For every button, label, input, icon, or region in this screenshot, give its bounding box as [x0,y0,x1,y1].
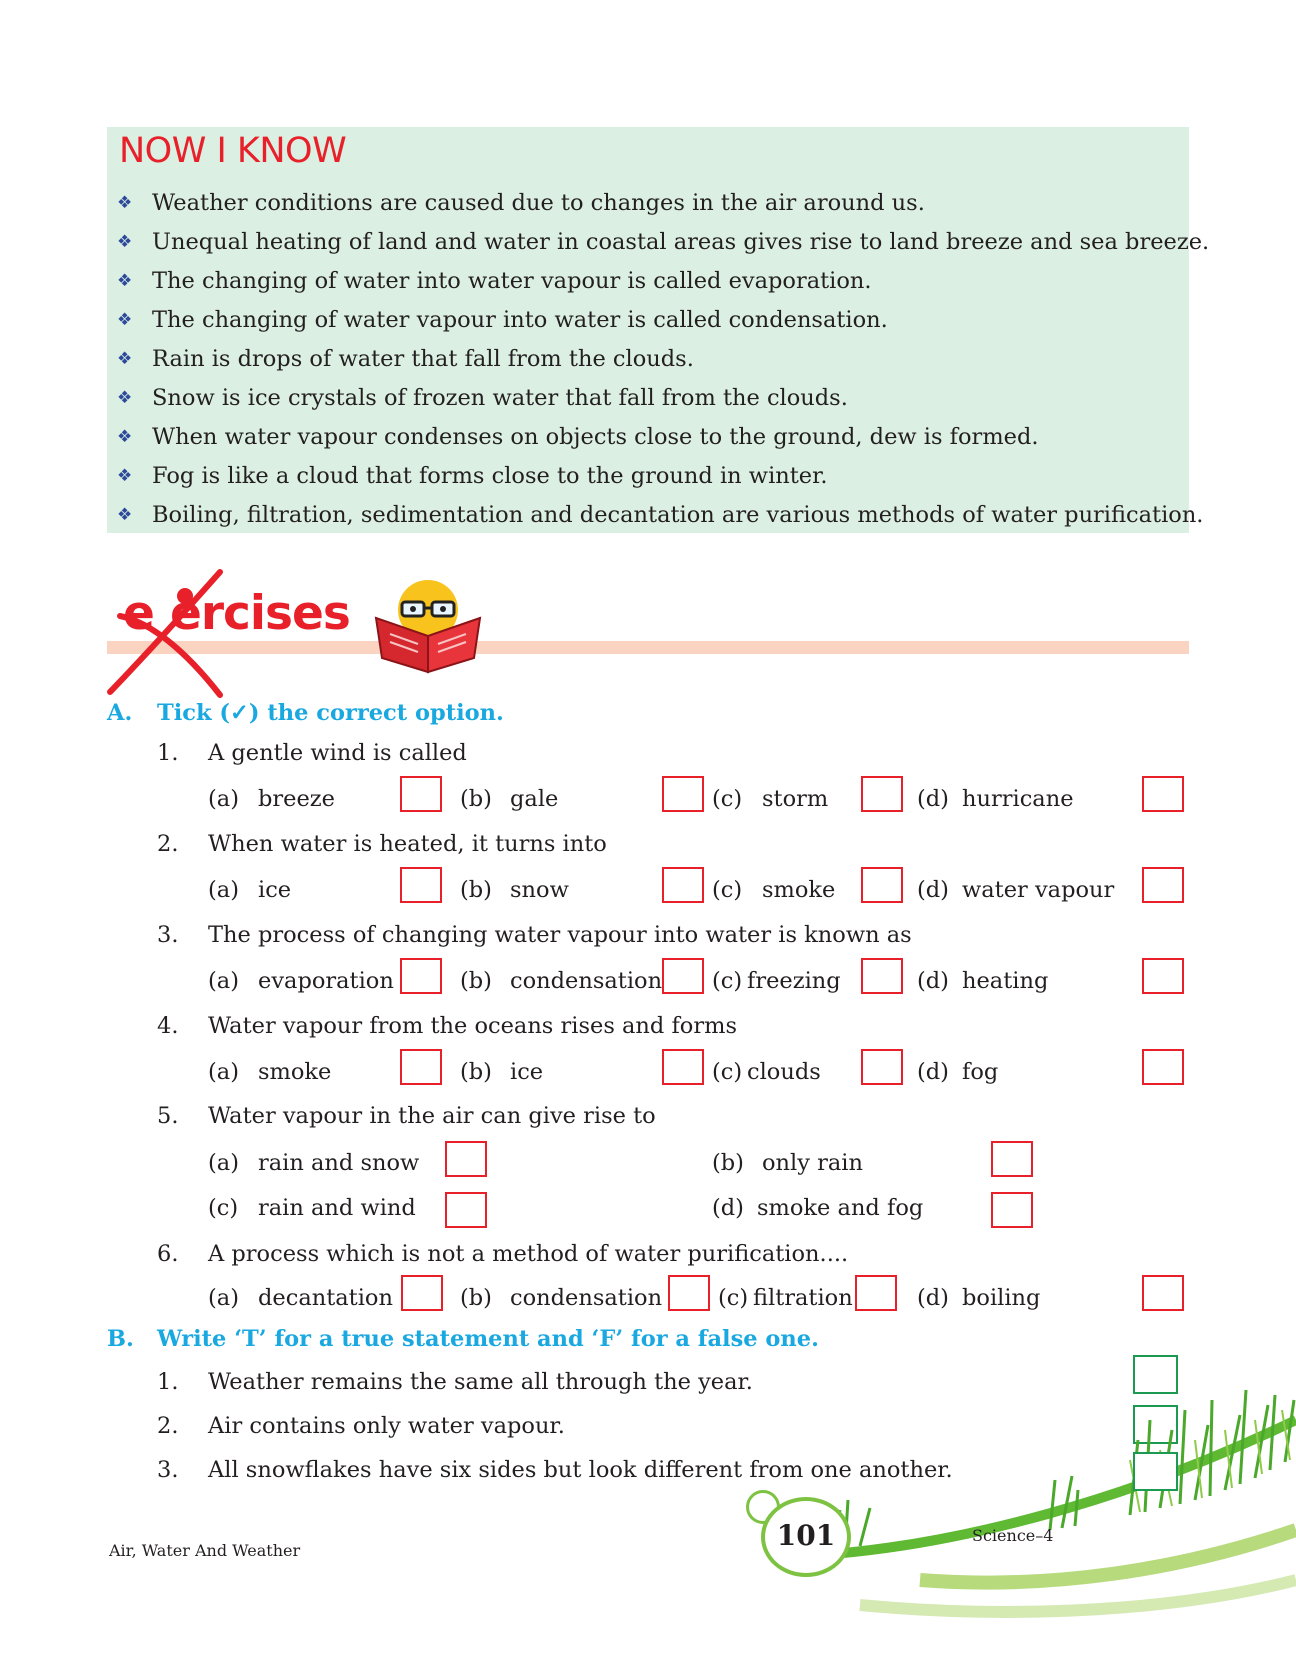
option-label: (c) [208,1195,239,1221]
option-text: decantation [258,1285,393,1311]
option-label: (b) [460,786,492,812]
option-text: clouds [747,1059,821,1085]
option-text: condensation [510,968,663,994]
option-label: (d) [917,877,949,903]
list-item: ❖ Rain is drops of water that fall from the clouds. [117,340,1209,379]
option-text: boiling [962,1285,1041,1311]
page-number-badge [761,1497,851,1577]
tick-box[interactable] [861,867,903,903]
tick-box[interactable] [1142,776,1184,812]
diamond-bullet-icon: ❖ [117,388,133,408]
option-text: smoke and fog [757,1195,924,1221]
option-text: condensation [510,1285,663,1311]
option-label: (b) [460,968,492,994]
option-text: smoke [258,1059,332,1085]
list-item: ❖ Snow is ice crystals of frozen water that fall from the clouds. [117,379,1209,418]
tick-box[interactable] [400,1049,442,1085]
option-label: (c) [712,877,743,903]
option-label: (c) [712,968,743,994]
tick-box[interactable] [445,1141,487,1177]
option-text: fog [962,1059,999,1085]
diamond-bullet-icon: ❖ [117,232,133,252]
now-i-know-list [117,184,1209,535]
option-text: evaporation [258,968,394,994]
tick-box[interactable] [1142,958,1184,994]
option-label: (a) [208,968,239,994]
option-label: (c) [712,1059,743,1085]
tick-box[interactable] [662,776,704,812]
tick-box[interactable] [662,867,704,903]
tick-box[interactable] [400,776,442,812]
option-text: hurricane [962,786,1074,812]
option-label: (d) [917,1059,949,1085]
diamond-bullet-icon: ❖ [117,505,133,525]
book-title: Science–4 [972,1526,1054,1545]
option-text: ice [510,1059,544,1085]
tick-box[interactable] [1142,1275,1184,1311]
option-text: ice [258,877,292,903]
diamond-bullet-icon: ❖ [117,271,133,291]
list-item: ❖ Boiling, filtration, sedimentation and decantation are various methods of water purification. [117,496,1209,535]
option-label: (b) [460,877,492,903]
option-text: smoke [762,877,836,903]
option-label: (a) [208,786,239,812]
tick-box[interactable] [861,776,903,812]
option-text: only rain [762,1150,863,1176]
option-label: (d) [712,1195,744,1221]
option-label: (b) [460,1285,492,1311]
list-item: ❖ The changing of water vapour into water is called condensation. [117,301,1209,340]
now-i-know-box [107,127,1210,533]
tick-box[interactable] [662,1049,704,1085]
option-label: (a) [208,1285,239,1311]
option-text: heating [962,968,1049,994]
option-label: (a) [208,877,239,903]
now-i-know-title: NOW I KNOW [119,131,347,171]
diamond-bullet-icon: ❖ [117,310,133,330]
option-label: (b) [460,1059,492,1085]
tick-box[interactable] [861,958,903,994]
reading-smiley-icon [372,578,484,674]
tick-box[interactable] [662,958,704,994]
option-text: gale [510,786,559,812]
option-text: snow [510,877,569,903]
option-text: filtration [753,1285,853,1311]
option-label: (d) [917,968,949,994]
page-number: 101 [776,1519,836,1552]
diamond-bullet-icon: ❖ [117,427,133,447]
list-item: ❖ When water vapour condenses on objects close to the ground, dew is formed. [117,418,1209,457]
tick-box[interactable] [991,1141,1033,1177]
tick-box[interactable] [861,1049,903,1085]
option-label: (c) [712,786,743,812]
list-item: ❖ Unequal heating of land and water in coastal areas gives rise to land breeze and sea breeze. [117,223,1209,262]
option-label: (a) [208,1150,239,1176]
option-text: rain and wind [258,1195,416,1221]
diamond-bullet-icon: ❖ [117,193,133,213]
tick-box[interactable] [1142,1049,1184,1085]
tick-box[interactable] [1142,867,1184,903]
exercises-band [107,641,1189,654]
diamond-bullet-icon: ❖ [117,466,133,486]
option-label: (d) [917,1285,949,1311]
chapter-title: Air, Water And Weather [109,1541,301,1560]
option-label: (b) [712,1150,744,1176]
tick-box[interactable] [991,1192,1033,1228]
option-label: (a) [208,1059,239,1085]
tick-box[interactable] [400,958,442,994]
list-item: ❖ Fog is like a cloud that forms close to the ground in winter. [117,457,1209,496]
tick-box[interactable] [400,867,442,903]
option-text: rain and snow [258,1150,420,1176]
tick-box[interactable] [668,1275,710,1311]
list-item: ❖ The changing of water into water vapour is called evaporation. [117,262,1209,301]
option-label: (d) [917,786,949,812]
tick-box[interactable] [445,1192,487,1228]
grass-decoration-icon [800,1380,1296,1656]
option-text: breeze [258,786,335,812]
list-item: ❖ Weather conditions are caused due to changes in the air around us. [117,184,1209,223]
diamond-bullet-icon: ❖ [117,349,133,369]
tick-box[interactable] [855,1275,897,1311]
tick-box[interactable] [401,1275,443,1311]
option-label: (c) [718,1285,749,1311]
true-false-box[interactable] [1133,1452,1178,1491]
option-text: water vapour [962,877,1115,903]
option-text: freezing [747,968,841,994]
option-text: storm [762,786,829,812]
